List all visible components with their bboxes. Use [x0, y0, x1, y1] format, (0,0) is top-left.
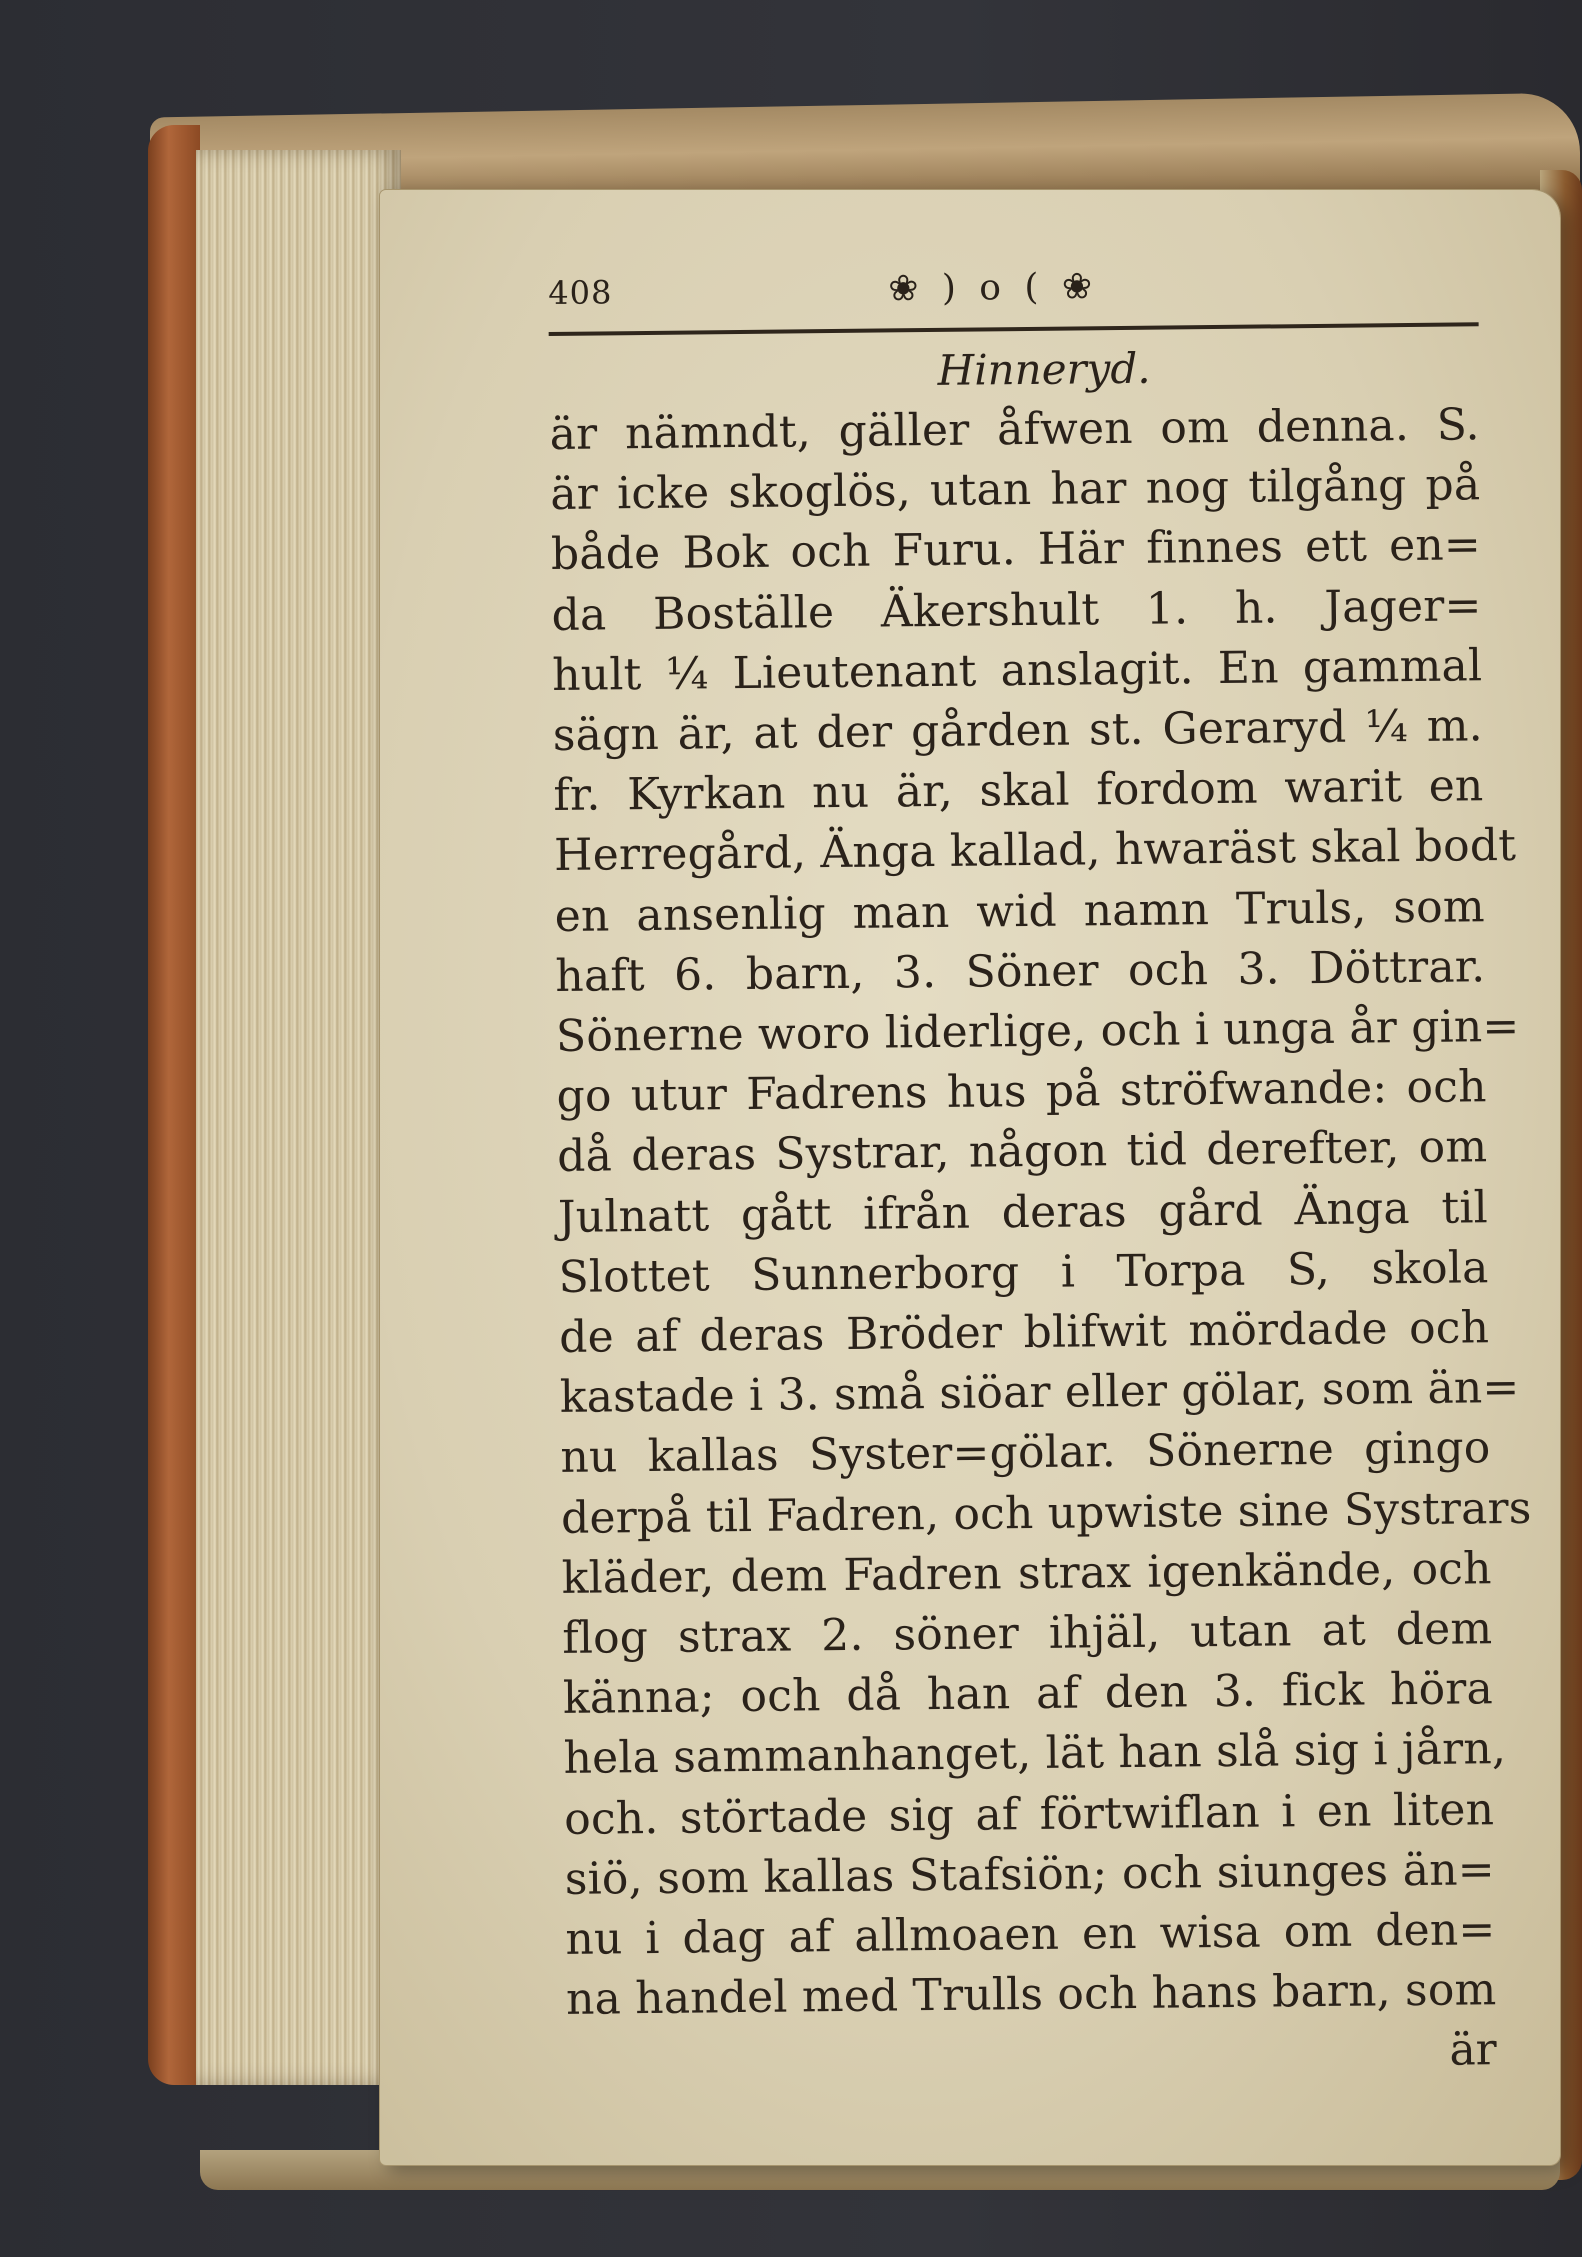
text-line: Slottet Sunnerborg i Torpa S, skola — [558, 1242, 1489, 1303]
text-line: siö, som kallas Stafsiön; och siunges än= — [564, 1844, 1496, 1905]
text-line: en ansenlig man wid namn Truls, som — [554, 880, 1485, 942]
book-spine — [148, 125, 200, 2085]
text-line: nu i dag af allmoaen en wisa om den= — [565, 1904, 1496, 1965]
text-line: fr. Kyrkan nu är, skal fordom warit en — [553, 760, 1484, 822]
text-line: hult ¼ Lieutenant anslagit. En gammal — [551, 640, 1483, 701]
text-line: kläder, dem Fadren strax igenkände, och — [561, 1543, 1492, 1604]
text-line: är nämndt, gäller åfwen om denna. S. — [549, 399, 1480, 460]
header-ornament: ❀ ) o ( ❀ — [888, 266, 1099, 310]
text-line: flog strax 2. söner ihjäl, utan at dem — [562, 1603, 1493, 1664]
text-line: Sönerne woro liderlige, och i unga år gin= — [555, 1000, 1520, 1062]
book-page-edges — [196, 150, 401, 2085]
page-content — [548, 260, 1532, 2090]
section-title: Hinneryd. — [937, 343, 1151, 395]
text-line: sägn är, at der gården st. Geraryd ¼ m. — [552, 700, 1484, 761]
catchword: är — [1449, 2024, 1497, 2077]
text-line: är icke skoglös, utan har nog tilgång på — [550, 459, 1481, 521]
text-line: då deras Systrar, någon tid derefter, om — [557, 1121, 1488, 1183]
text-line: hela sammanhanget, lät han slå sig i jårn, — [563, 1723, 1507, 1785]
text-line: Julnatt gått ifrån deras gård Änga til — [557, 1181, 1489, 1243]
text-line: derpå til Fadren, och upwiste sine Systrars — [560, 1482, 1532, 1544]
text-line: de af deras Bröder blifwit mördade och — [558, 1302, 1490, 1363]
text-line: känna; och då han af den 3. fick höra — [562, 1663, 1494, 1725]
page-number: 408 — [548, 273, 613, 312]
text-line: haft 6. barn, 3. Söner och 3. Döttrar. — [555, 941, 1486, 1002]
text-line: da Boställe Äkershult 1. h. Jager= — [551, 579, 1482, 641]
text-line: na handel med Trulls och hans barn, som — [565, 1964, 1497, 2026]
header-rule — [549, 322, 1479, 336]
text-line: go utur Fadrens hus på ströfwande: och — [556, 1061, 1487, 1123]
text-line: kastade i 3. små siöar eller gölar, som än= — [559, 1362, 1520, 1424]
text-line: och. störtade sig af förtwiflan i en liten — [563, 1783, 1495, 1845]
text-line: Herregård, Änga kallad, hwaräst skal bodt — [553, 820, 1517, 882]
body-text — [549, 395, 1532, 2030]
running-header — [548, 260, 1479, 330]
text-line: både Bok och Furu. Här finnes ett en= — [550, 519, 1482, 581]
text-line: nu kallas Syster=gölar. Sönerne gingo — [560, 1422, 1491, 1484]
